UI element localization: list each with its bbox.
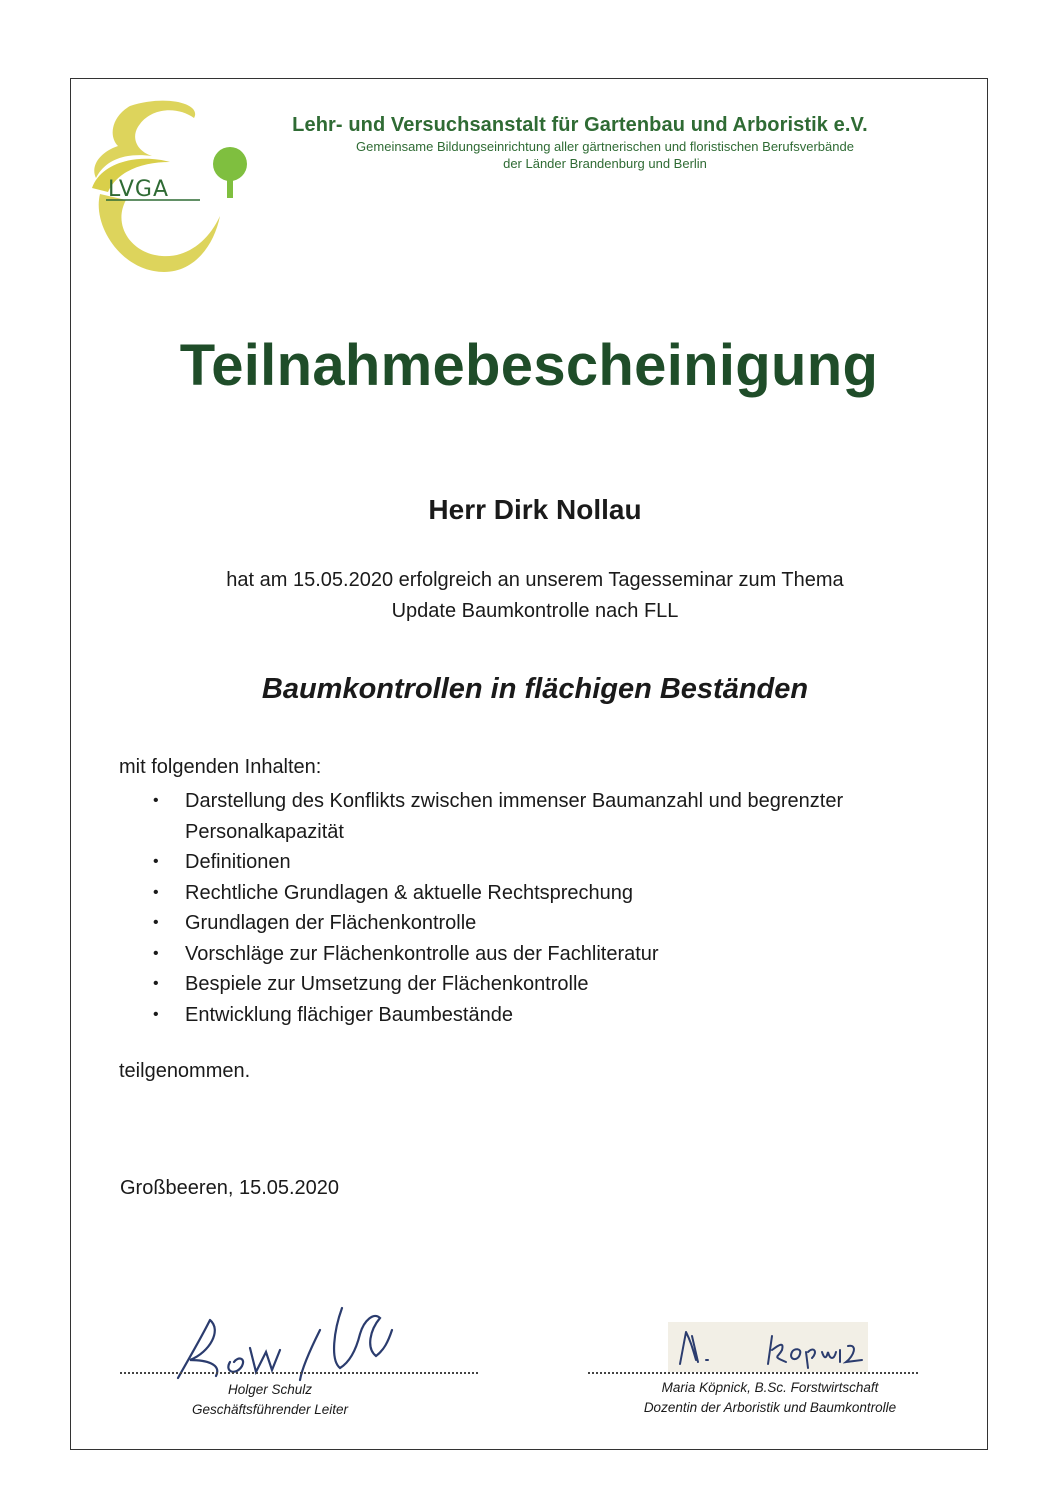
signatory-role-right: Dozentin der Arboristik und Baumkontrolle — [643, 1400, 897, 1415]
list-item — [150, 969, 950, 1000]
list-item — [150, 1000, 950, 1031]
tree-icon — [213, 147, 247, 198]
logo-text: LVGA — [108, 177, 169, 202]
bullet-icon: • — [153, 1005, 159, 1023]
signature-line-right — [588, 1372, 918, 1374]
logo-swirl-top — [94, 101, 195, 178]
org-subtitle-line2: der Länder Brandenburg und Berlin — [503, 156, 707, 171]
list-item-text: Grundlagen der Flächenkontrolle — [185, 912, 477, 934]
org-name: Lehr- und Versuchsanstalt für Gartenbau und Arboristik e.V. — [292, 114, 868, 136]
org-subtitle-line1: Gemeinsame Bildungseinrichtung aller gärtnerischen und floristischen Berufsverbände — [356, 139, 854, 154]
certificate-title: Teilnahmebescheinigung — [179, 333, 879, 398]
bullet-icon: • — [153, 883, 159, 901]
recipient-name: Herr Dirk Nollau — [428, 494, 642, 525]
list-item — [150, 786, 950, 847]
lvga-logo — [82, 96, 252, 278]
list-item-text: Rechtliche Grundlagen & aktuelle Rechtsprechung — [185, 881, 634, 904]
signatory-role-left: Geschäftsführender Leiter — [191, 1402, 349, 1417]
list-item — [150, 847, 950, 878]
list-item — [150, 878, 950, 909]
bullet-icon: • — [153, 792, 159, 809]
closing-text: teilgenommen. — [119, 1060, 251, 1082]
bullet-icon: • — [153, 914, 159, 931]
signature-line-left — [120, 1372, 478, 1374]
place-date: Großbeeren, 15.05.2020 — [120, 1177, 340, 1199]
signature-right — [668, 1322, 868, 1372]
intro-line1: hat am 15.05.2020 erfolgreich an unserem Tagesseminar zum Thema — [226, 569, 844, 591]
list-item-text: Vorschläge zur Flächenkontrolle aus der Fachliteratur — [185, 942, 659, 965]
bullet-icon: • — [153, 853, 159, 870]
seminar-title: Baumkontrollen in flächigen Beständen — [261, 673, 809, 705]
bullet-icon: • — [153, 975, 159, 992]
list-item-text: Darstellung des Konflikts zwischen immenser Baumanzahl und begrenzter Personalkapazität — [185, 790, 844, 843]
list-item-text: Definitionen — [185, 851, 291, 873]
signature-left — [170, 1290, 430, 1390]
list-item — [150, 908, 950, 939]
list-item-text: Entwicklung flächiger Baumbestände — [185, 1003, 513, 1026]
list-item — [150, 939, 950, 970]
content-label: mit folgenden Inhalten: — [119, 756, 322, 778]
content-list — [150, 786, 950, 1030]
bullet-icon: • — [153, 944, 159, 962]
logo-swirl-bottom — [99, 194, 220, 272]
signatory-name-right: Maria Köpnick, B.Sc. Forstwirtschaft — [661, 1380, 879, 1395]
list-item-text: Bespiele zur Umsetzung der Flächenkontrolle — [185, 973, 589, 995]
signatory-name-left: Holger Schulz — [227, 1382, 313, 1397]
intro-line2: Update Baumkontrolle nach FLL — [391, 600, 679, 622]
